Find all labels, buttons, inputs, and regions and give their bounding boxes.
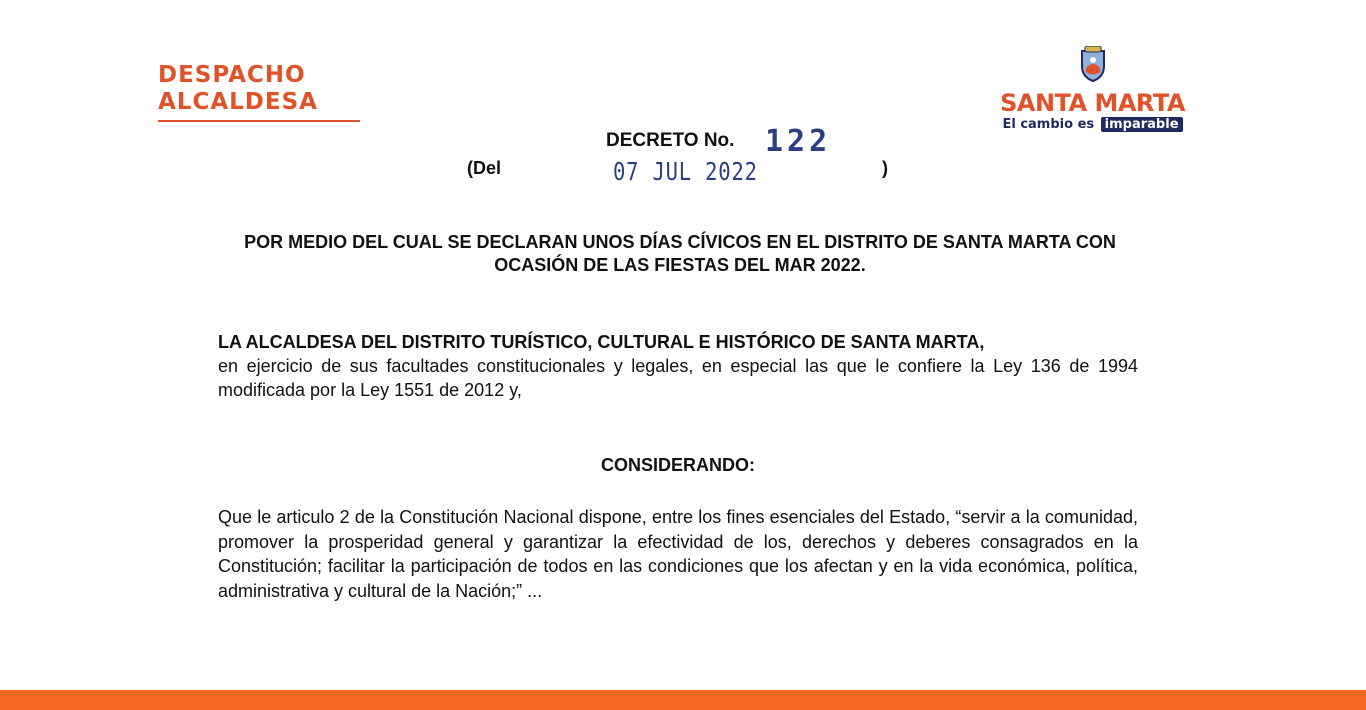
decree-title: POR MEDIO DEL CUAL SE DECLARAN UNOS DÍAS CÍVICOS EN EL DISTRITO DE SANTA MARTA CON OCASIÓN DE LAS FIESTAS DEL MAR 2022. <box>244 232 1116 275</box>
considerando-heading: CONSIDERANDO: <box>600 455 755 475</box>
date-open-paren: (Del <box>467 158 502 178</box>
slogan-highlight: imparable <box>1101 117 1183 132</box>
date-close-paren: ) <box>882 158 888 178</box>
considerando-paragraph: Que le articulo 2 de la Constitución Nacional dispone, entre los fines esenciales del Estado, “servir a la comunidad, promover la prosperidad general y garantizar la efectividad de los, derechos y deberes consagrados en la Constitución; facilitar la participación de todos en las condiciones que los afectan y en la vida económica, política, administrativa y cultural de la Nación;” ... <box>218 507 1138 601</box>
bottom-accent-bar <box>0 690 1366 710</box>
authority-block <box>218 330 1138 402</box>
decree-label: DECRETO No. <box>606 130 735 151</box>
office-line-2: ALCALDESA <box>158 89 318 115</box>
santa-marta-logo <box>975 46 1210 132</box>
office-underline <box>158 120 360 122</box>
office-header <box>158 62 360 122</box>
decree-date-stamp: 07 JUL 2022 <box>613 157 758 186</box>
authority-heading: LA ALCALDESA DEL DISTRITO TURÍSTICO, CULTURAL E HISTÓRICO DE SANTA MARTA, <box>218 332 985 352</box>
authority-text: en ejercicio de sus facultades constitucionales y legales, en especial las que le confiere la Ley 136 de 1994 modificada por la Ley 1551 de 2012 y, <box>218 356 1138 400</box>
office-line-1: DESPACHO <box>158 62 306 88</box>
decree-number-stamp: 122 <box>765 124 832 159</box>
brand-name: SANTA MARTA <box>1000 89 1185 117</box>
slogan-prefix: El cambio es <box>1002 117 1095 132</box>
brand-slogan <box>975 117 1210 132</box>
coat-of-arms-icon <box>1079 46 1107 82</box>
